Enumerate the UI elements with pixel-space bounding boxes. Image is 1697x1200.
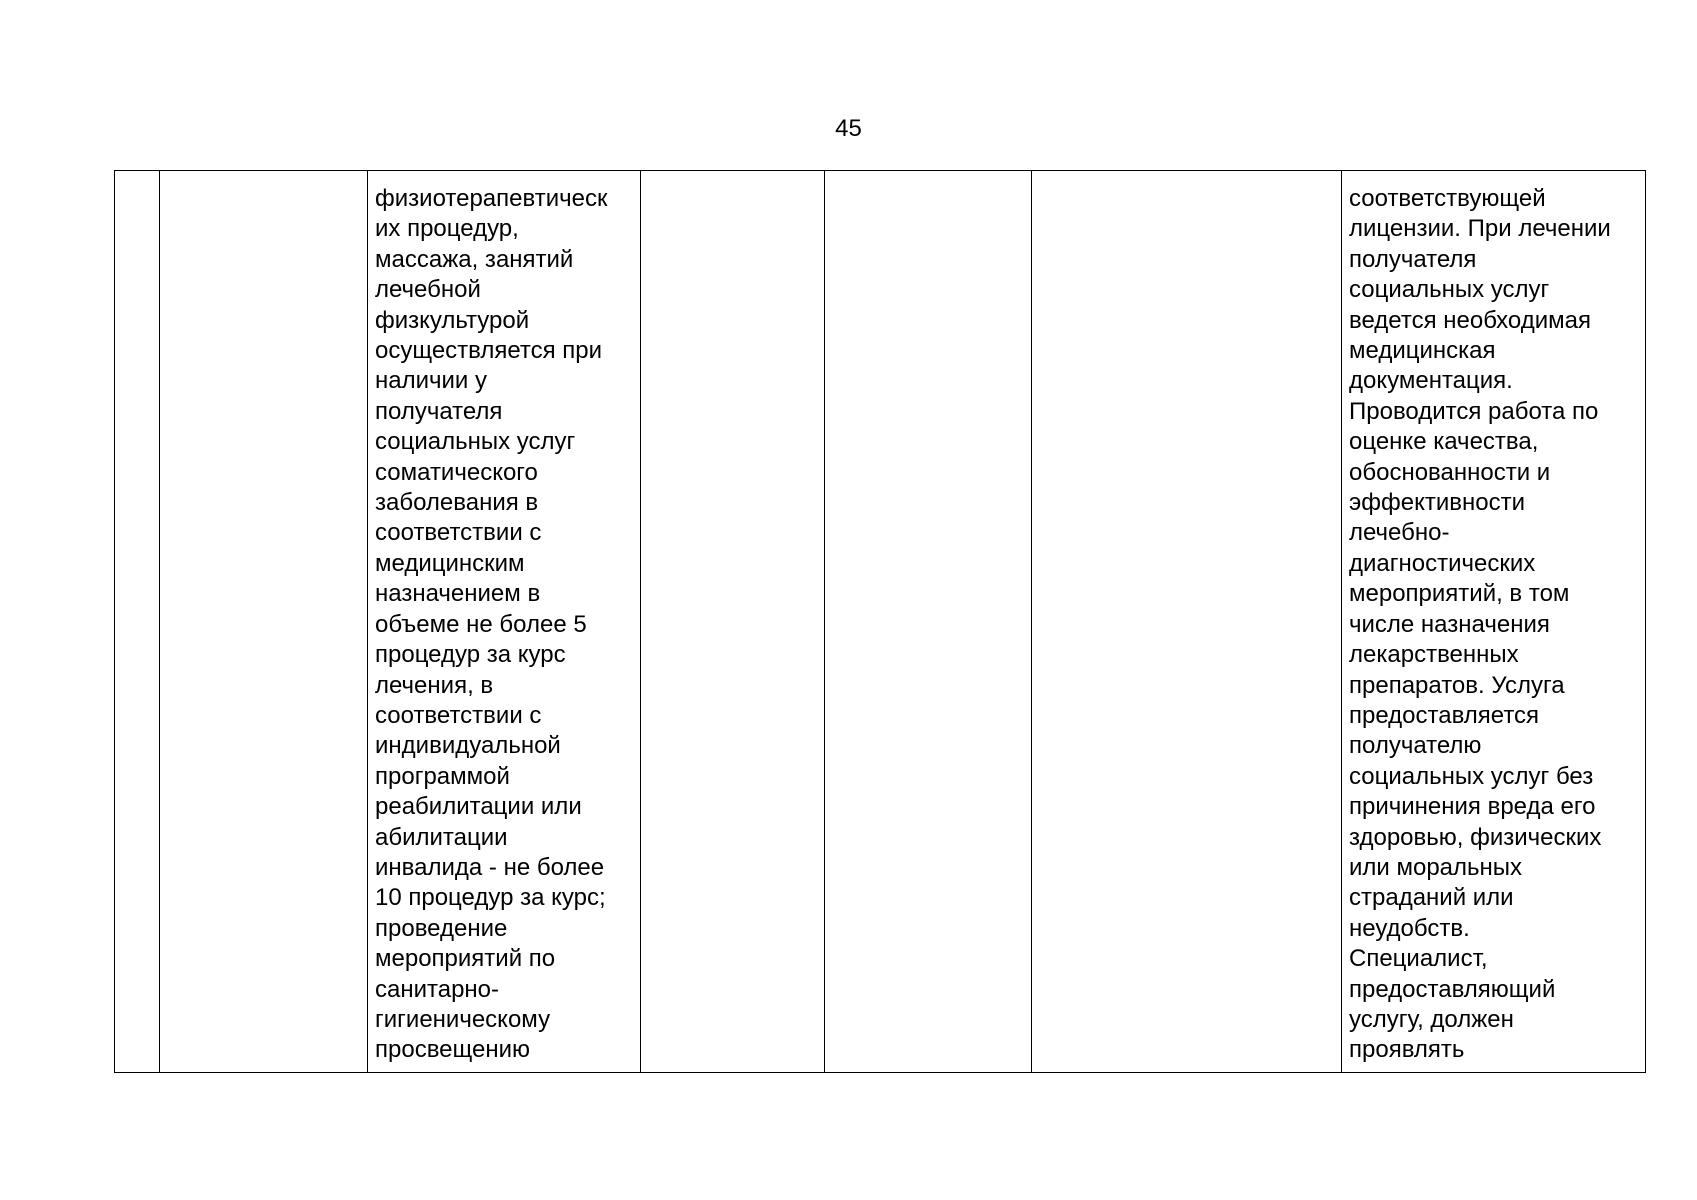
table-row [115,171,1646,1073]
cell-service-description-text: физиотерапевтическ их процедур, массажа, занятий лечебной физкультурой осуществляется при наличии у получателя социальных услуг соматического заболевания в соответствии с медицинским назначением в объеме не более 5 процедур за курс лечения, в соответствии с индивидуальной программой реабилитации или абилитации инвалида - не более 10 процедур за курс; проведение мероприятий по санитарно- гигиеническому просвещению [375,185,608,1064]
cell-service-name-text [160,171,367,184]
page-number: 45 [835,115,862,142]
cell-quality-indicators-text: соответствующей лицензии. При лечении получателя социальных услуг ведется необходимая медицинская документация. Проводится работа по оценке качества, обоснованности и эффективности лечебно- диагностических мероприятий, в том числе назначения лекарственных препаратов. Услуга предоставляется получателю социальных услуг без причинения вреда его здоровью, физических или моральных страданий или неудобств. Специалист, предоставляющий услугу, должен проявлять [1349,185,1611,1064]
cell-column-6 [1032,171,1342,1073]
services-table [114,170,1646,1073]
cell-column-5 [825,171,1032,1073]
cell-number-text [115,171,159,184]
cell-column-6-text [1032,171,1341,184]
cell-quality-indicators [1342,171,1646,1073]
cell-column-4 [641,171,825,1073]
cell-column-4-text [641,171,824,184]
cell-service-name [160,171,368,1073]
cell-service-description [368,171,641,1073]
cell-column-5-text [825,171,1031,184]
cell-number [115,171,160,1073]
